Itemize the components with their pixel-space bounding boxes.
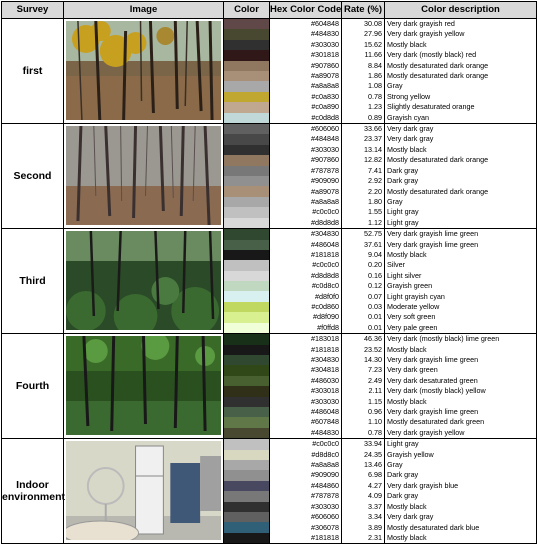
hex-code: #c0c0c0 [312,207,339,217]
header-row [2,2,537,19]
rate-value: 1.55 [368,207,382,217]
color-description: Dark gray [387,491,419,501]
rate-column [342,124,385,229]
survey-label: first [2,19,64,124]
hex-code: #604848 [311,19,339,28]
hex-code: #181818 [311,249,339,259]
hex-code: #909090 [311,176,339,186]
color-description: Very dark green [387,365,438,375]
hex-code: #c0d8d8 [311,112,339,122]
rate-value: 9.04 [368,249,382,259]
survey-label: Second [2,124,64,229]
survey-photo [66,231,221,330]
rate-value: 24.35 [364,449,382,459]
color-swatch [224,439,269,449]
survey-label: Fourth [2,334,64,439]
rate-value: 2.31 [368,532,382,542]
color-description: Grayish yellow [387,449,434,459]
color-swatch [224,19,269,29]
color-swatch-column [224,19,270,124]
hex-code: #606060 [311,124,339,134]
color-swatch [224,355,269,365]
rate-value: 0.12 [368,281,382,291]
survey-row [2,124,537,229]
rate-value: 1.12 [368,217,382,227]
rate-value: 0.78 [368,91,382,101]
description-column [385,124,537,229]
hex-code: #907860 [311,155,339,165]
color-swatch-column [224,229,270,334]
color-description: Light gray [387,439,419,449]
rate-value: 0.78 [368,427,382,437]
color-swatch [224,491,269,501]
rate-value: 37.61 [364,239,382,249]
color-description: Mostly desaturated dark orange [387,71,489,81]
color-description: Very dark grayish lime green [387,239,479,249]
color-description: Very dark (mostly black) yellow [387,386,486,396]
color-description: Mostly desaturated dark orange [387,186,489,196]
survey-image-cell [64,334,224,439]
survey-photo [66,336,221,435]
description-column [385,439,537,544]
color-swatch [224,450,269,460]
header-description: Color description [385,2,537,19]
hex-code: #c0c0c0 [312,439,339,449]
color-swatch [224,81,269,91]
rate-value: 7.23 [368,365,382,375]
hex-column [270,229,342,334]
rate-value: 30.08 [364,19,382,28]
header-survey: Survey [2,2,64,19]
rate-value: 0.16 [368,270,382,280]
description-column [385,334,537,439]
rate-value: 3.37 [368,501,382,511]
color-description: Very pale green [387,322,438,332]
color-swatch [224,345,269,355]
color-description: Very dark grayish yellow [387,427,465,437]
rate-value: 27.96 [364,29,382,39]
color-swatch [224,240,269,250]
color-description: Slightly desaturated orange [387,102,475,112]
hex-code: #787878 [311,165,339,175]
color-swatch [224,40,269,50]
survey-image-cell [64,19,224,124]
rate-column [342,229,385,334]
color-description: Mostly desaturated dark green [387,417,485,427]
rate-value: 4.27 [368,480,382,490]
color-description: Very dark grayish yellow [387,29,465,39]
rate-column [342,439,385,544]
hex-code: #a8a8a8 [311,196,339,206]
color-description: Silver [387,260,405,270]
hex-code: #183018 [311,334,339,344]
survey-image-cell [64,124,224,229]
rate-value: 0.03 [368,301,382,311]
rate-value: 1.08 [368,81,382,91]
rate-value: 1.10 [368,417,382,427]
color-description: Mostly black [387,532,427,542]
hex-code: #486048 [311,407,339,417]
header-hex: Hex Color Code [270,2,342,19]
hex-code: #909090 [311,470,339,480]
color-description: Mostly black [387,249,427,259]
hex-code: #484860 [311,480,339,490]
color-description: Mostly black [387,144,427,154]
survey-label: Indoor environment [2,439,64,544]
hex-code: #606060 [311,512,339,522]
rate-value: 8.84 [368,60,382,70]
rate-value: 1.80 [368,196,382,206]
rate-value: 0.96 [368,407,382,417]
hex-column [270,439,342,544]
hex-code: #d8f090 [313,312,339,322]
color-swatch [224,145,269,155]
survey-row [2,439,537,544]
survey-label: Third [2,229,64,334]
rate-value: 1.86 [368,71,382,81]
color-description: Very dark desaturated green [387,375,478,385]
color-swatch-column [224,334,270,439]
color-swatch [224,281,269,291]
rate-value: 33.66 [364,124,382,134]
color-description: Gray [387,81,403,91]
color-swatch [224,302,269,312]
rate-value: 6.98 [368,470,382,480]
color-description: Mostly desaturated dark orange [387,155,489,165]
color-swatch [224,155,269,165]
color-swatch [224,417,269,427]
color-swatch [224,176,269,186]
color-description: Dark gray [387,165,419,175]
color-swatch [224,312,269,322]
color-description: Very dark gray [387,134,434,144]
color-swatch [224,460,269,470]
color-description: Strong yellow [387,91,431,101]
color-swatch [224,124,269,134]
survey-row [2,19,537,124]
color-swatch [224,428,269,438]
color-description: Dark gray [387,470,419,480]
survey-image-cell [64,229,224,334]
hex-code: #d8d8d8 [311,217,339,227]
color-swatch [224,512,269,522]
hex-code: #181818 [311,344,339,354]
color-description: Very dark grayish red [387,19,455,28]
hex-code: #486048 [311,239,339,249]
color-description: Light gray [387,217,419,227]
rate-value: 2.92 [368,176,382,186]
color-swatch [224,229,269,239]
color-swatch [224,197,269,207]
color-description: Very dark gray [387,512,434,522]
hex-code: #486030 [311,375,339,385]
color-description: Very dark grayish lime green [387,355,479,364]
color-swatch [224,386,269,396]
hex-column [270,124,342,229]
hex-code: #303018 [311,386,339,396]
color-swatch [224,218,269,228]
color-swatch [224,334,269,344]
hex-code: #a8a8a8 [311,81,339,91]
color-description: Very dark grayish lime green [387,229,479,239]
survey-row [2,334,537,439]
color-swatch [224,407,269,417]
hex-code: #d8f0f0 [315,291,339,301]
rate-value: 3.89 [368,522,382,532]
rate-value: 0.01 [368,312,382,322]
rate-value: 0.01 [368,322,382,332]
hex-code: #304830 [311,355,339,364]
hex-code: #484830 [311,427,339,437]
rate-value: 2.49 [368,375,382,385]
color-swatch [224,365,269,375]
rate-value: 23.37 [364,134,382,144]
rate-value: 3.34 [368,512,382,522]
survey-photo [66,441,221,540]
header-color: Color [224,2,270,19]
hex-code: #c0d8c0 [311,281,339,291]
color-description: Light grayish cyan [387,291,445,301]
color-swatch [224,291,269,301]
rate-value: 1.15 [368,396,382,406]
color-description: Very soft green [387,312,436,322]
hex-code: #304830 [311,229,339,239]
survey-row [2,229,537,334]
survey-photo [66,21,221,120]
color-swatch [224,50,269,60]
color-swatch-column [224,124,270,229]
survey-image-cell [64,439,224,544]
color-swatch [224,376,269,386]
color-description: Mostly black [387,501,427,511]
color-description: Gray [387,460,403,470]
color-swatch [224,397,269,407]
color-swatch [224,186,269,196]
color-swatch [224,71,269,81]
color-swatch [224,134,269,144]
hex-code: #301818 [311,50,339,60]
color-description: Light gray [387,207,419,217]
description-column [385,229,537,334]
color-swatch [224,271,269,281]
rate-value: 12.82 [364,155,382,165]
rate-value: 15.62 [364,39,382,49]
color-swatch [224,207,269,217]
color-swatch [224,323,269,333]
color-description: Dark gray [387,176,419,186]
hex-code: #a89078 [311,186,339,196]
rate-column [342,19,385,124]
rate-value: 0.07 [368,291,382,301]
hex-code: #c0c0c0 [312,260,339,270]
color-description: Grayish green [387,281,433,291]
color-description: Mostly black [387,39,427,49]
color-description: Gray [387,196,403,206]
rate-value: 2.11 [368,386,382,396]
color-swatch [224,533,269,543]
hex-code: #d8d8d8 [311,270,339,280]
color-description: Very dark gray [387,124,434,134]
rate-value: 13.46 [364,460,382,470]
rate-value: 1.23 [368,102,382,112]
hex-column [270,19,342,124]
color-description: Grayish cyan [387,112,429,122]
color-swatch [224,166,269,176]
rate-value: 11.66 [364,50,382,60]
hex-code: #306078 [311,522,339,532]
hex-code: #d8d8c0 [311,449,339,459]
color-swatch [224,260,269,270]
hex-code: #303030 [311,39,339,49]
color-swatch [224,102,269,112]
hex-code: #303030 [311,501,339,511]
hex-code: #c0d860 [311,301,339,311]
color-description: Mostly black [387,396,427,406]
color-swatch [224,502,269,512]
rate-value: 0.20 [368,260,382,270]
description-column [385,19,537,124]
rate-value: 4.09 [368,491,382,501]
color-description: Mostly black [387,344,427,354]
rate-value: 46.36 [364,334,382,344]
color-description: Light silver [387,270,422,280]
color-swatch [224,92,269,102]
header-rate: Rate (%) [342,2,385,19]
rate-value: 7.41 [368,165,382,175]
header-image: Image [64,2,224,19]
hex-column [270,334,342,439]
color-description: Moderate yellow [387,301,440,311]
hex-code: #303030 [311,396,339,406]
color-swatch [224,470,269,480]
hex-code: #181818 [311,532,339,542]
color-swatch [224,522,269,532]
hex-code: #a8a8a8 [311,460,339,470]
hex-code: #f0ffd8 [317,322,339,332]
color-description: Very dark (mostly black) red [387,50,477,60]
color-description: Very dark grayish lime green [387,407,479,417]
rate-column [342,334,385,439]
hex-code: #c0a830 [311,91,339,101]
rate-value: 33.94 [364,439,382,449]
hex-code: #907860 [311,60,339,70]
color-description: Very dark grayish blue [387,480,459,490]
rate-value: 14.30 [364,355,382,364]
color-description: Mostly desaturated dark orange [387,60,489,70]
rate-value: 52.75 [364,229,382,239]
hex-code: #484830 [311,29,339,39]
hex-code: #304818 [311,365,339,375]
color-swatch [224,113,269,123]
color-description: Very dark (mostly black) lime green [387,334,500,344]
rate-value: 0.89 [368,112,382,122]
hex-code: #c0a890 [311,102,339,112]
rate-value: 23.52 [364,344,382,354]
color-swatch [224,250,269,260]
hex-code: #607848 [311,417,339,427]
color-swatch [224,61,269,71]
hex-code: #303030 [311,144,339,154]
color-swatch [224,481,269,491]
color-analysis-table [1,1,537,544]
survey-photo [66,126,221,225]
color-swatch-column [224,439,270,544]
color-description: Mostly desaturated dark blue [387,522,480,532]
hex-code: #484848 [311,134,339,144]
rate-value: 2.20 [368,186,382,196]
hex-code: #787878 [311,491,339,501]
color-swatch [224,29,269,39]
hex-code: #a89078 [311,71,339,81]
rate-value: 13.14 [364,144,382,154]
